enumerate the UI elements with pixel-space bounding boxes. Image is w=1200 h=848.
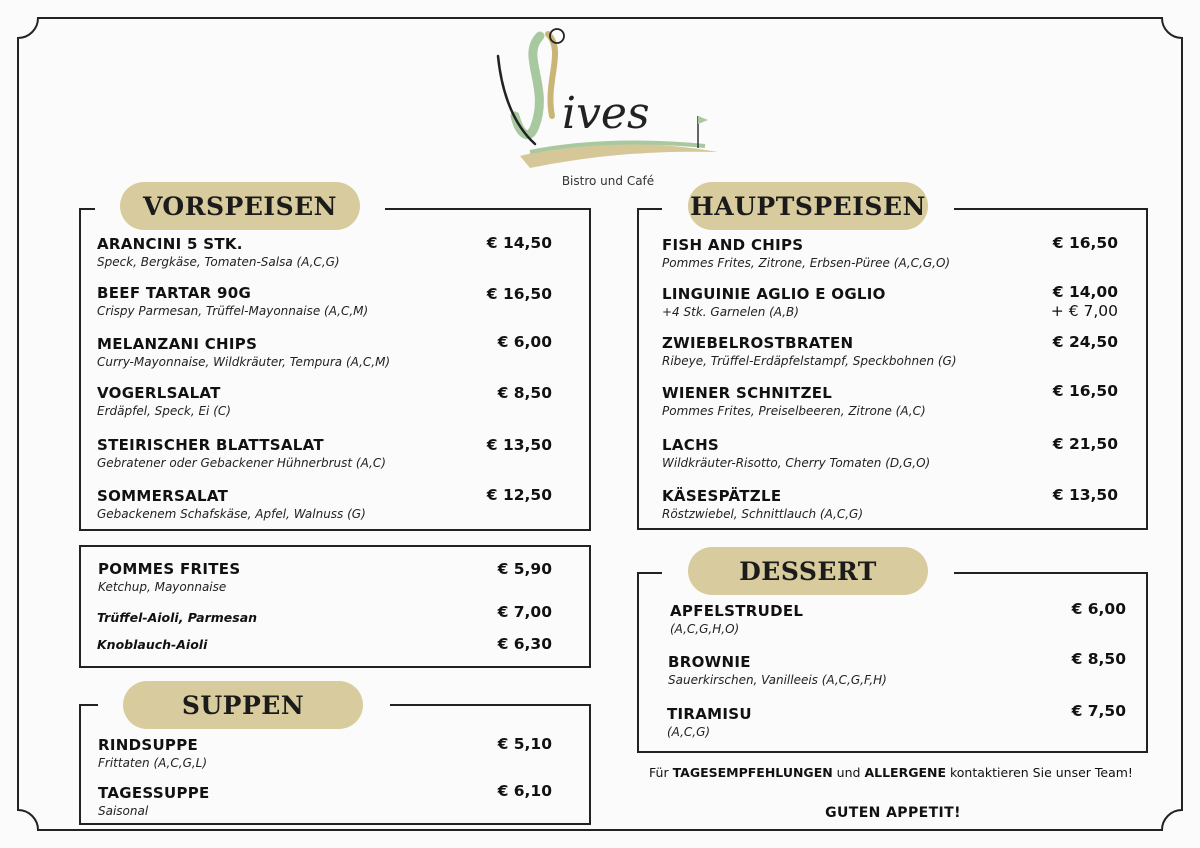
item-price: € 6,30 bbox=[497, 635, 552, 653]
bistro-subtitle: Bistro und Café bbox=[561, 174, 655, 188]
list-item: Knoblauch-Aioli bbox=[97, 637, 208, 652]
item-price: € 14,50 bbox=[486, 234, 552, 252]
dessert-title: DESSERT bbox=[688, 547, 928, 595]
item-price: € 5,90 bbox=[497, 560, 552, 578]
item-price: € 16,50 bbox=[1052, 234, 1118, 252]
list-item: ZWIEBELROSTBRATEN Ribeye, Trüffel-Erdäpfelstampf, Speckbohnen (G) bbox=[662, 334, 957, 368]
list-item: TIRAMISU (A,C,G) bbox=[667, 705, 752, 739]
list-item: KÄSESPÄTZLE Röstzwiebel, Schnittlauch (A,C,G) bbox=[662, 487, 864, 521]
vives-logo bbox=[490, 26, 730, 196]
allergen-note: Für TAGESEMPFEHLUNGEN und ALLERGENE kontaktieren Sie unser Team! bbox=[649, 765, 1133, 780]
list-item: SOMMERSALAT Gebackenem Schafskäse, Apfel, Walnuss (G) bbox=[97, 487, 366, 521]
item-price: € 5,10 bbox=[497, 735, 552, 753]
list-item: APFELSTRUDEL (A,C,G,H,O) bbox=[670, 602, 804, 636]
suppen-title: SUPPEN bbox=[123, 681, 363, 729]
item-price: € 6,10 bbox=[497, 782, 552, 800]
item-price: € 8,50 bbox=[497, 384, 552, 402]
item-price: € 6,00 bbox=[1071, 600, 1126, 618]
list-item: VOGERLSALAT Erdäpfel, Speck, Ei (C) bbox=[97, 384, 231, 418]
item-price: € 8,50 bbox=[1071, 650, 1126, 668]
list-item: POMMES FRITES Ketchup, Mayonnaise bbox=[98, 560, 241, 594]
list-item: STEIRISCHER BLATTSALAT Gebratener oder Gebackener Hühnerbrust (A,C) bbox=[97, 436, 386, 470]
item-price: € 13,50 bbox=[486, 436, 552, 454]
item-price: € 21,50 bbox=[1052, 435, 1118, 453]
list-item: Trüffel-Aioli, Parmesan bbox=[97, 610, 258, 625]
item-price: € 16,50 bbox=[486, 285, 552, 303]
list-item: ARANCINI 5 STK. Speck, Bergkäse, Tomaten-Salsa (A,C,G) bbox=[97, 235, 340, 269]
vorspeisen-title: VORSPEISEN bbox=[120, 182, 360, 230]
item-price: € 6,00 bbox=[497, 333, 552, 351]
list-item: BEEF TARTAR 90G Crispy Parmesan, Trüffel-Mayonnaise (A,C,M) bbox=[97, 284, 369, 318]
list-item: LINGUINIE AGLIO E OGLIO +4 Stk. Garnelen (A,B) bbox=[662, 285, 886, 319]
item-price: € 13,50 bbox=[1052, 486, 1118, 504]
list-item: BROWNIE Sauerkirschen, Vanilleeis (A,C,G,F,H) bbox=[668, 653, 887, 687]
hauptspeisen-title: HAUPTSPEISEN bbox=[688, 182, 928, 230]
closing-text: GUTEN APPETIT! bbox=[825, 805, 961, 821]
item-price-extra: + € 7,00 bbox=[1050, 302, 1118, 320]
svg-text:ives: ives bbox=[562, 88, 650, 139]
item-price: € 12,50 bbox=[486, 486, 552, 504]
list-item: LACHS Wildkräuter-Risotto, Cherry Tomaten (D,G,O) bbox=[662, 436, 931, 470]
item-price: € 14,00 bbox=[1052, 283, 1118, 301]
item-price: € 7,00 bbox=[497, 603, 552, 621]
list-item: WIENER SCHNITZEL Pommes Frites, Preiselbeeren, Zitrone (A,C) bbox=[662, 384, 926, 418]
list-item: MELANZANI CHIPS Curry-Mayonnaise, Wildkräuter, Tempura (A,C,M) bbox=[97, 335, 391, 369]
item-price: € 7,50 bbox=[1071, 702, 1126, 720]
item-price: € 16,50 bbox=[1052, 382, 1118, 400]
item-price: € 24,50 bbox=[1052, 333, 1118, 351]
list-item: FISH AND CHIPS Pommes Frites, Zitrone, Erbsen-Püree (A,C,G,O) bbox=[662, 236, 951, 270]
list-item: RINDSUPPE Frittaten (A,C,G,L) bbox=[98, 736, 208, 770]
list-item: TAGESSUPPE Saisonal bbox=[98, 784, 210, 818]
